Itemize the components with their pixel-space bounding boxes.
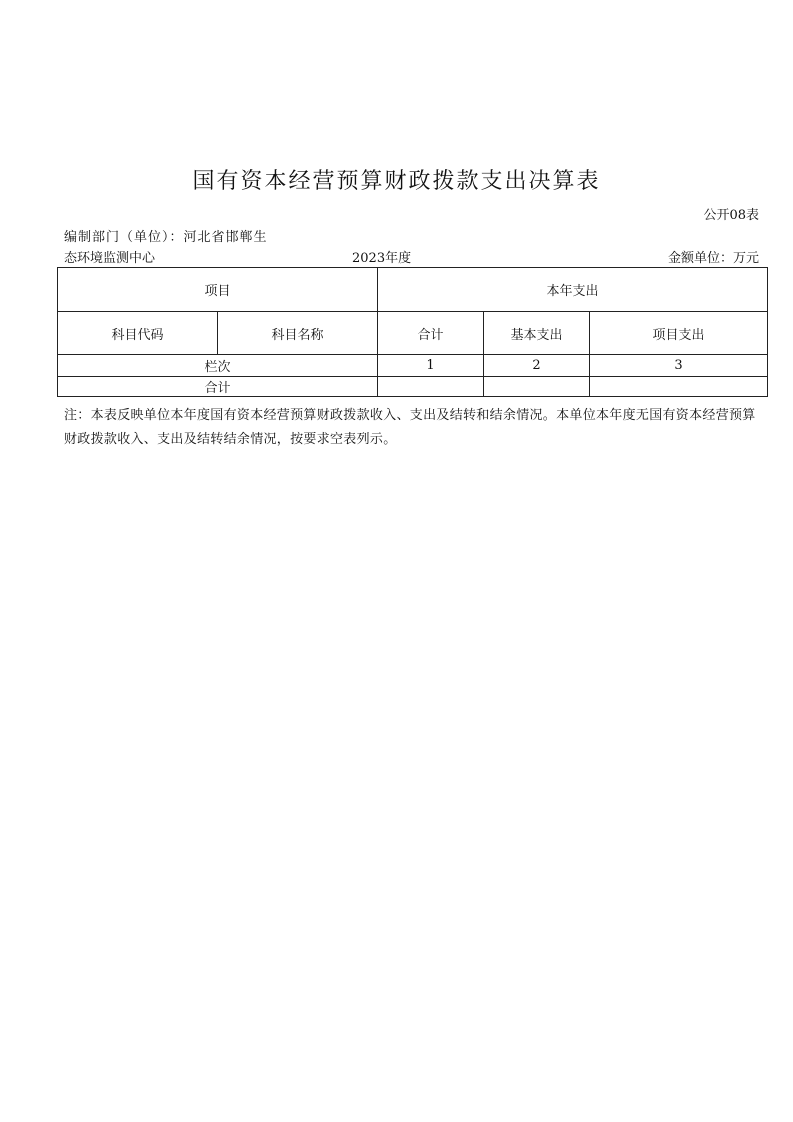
total-value: [378, 377, 484, 397]
col-basic-expenditure: 基本支出: [484, 312, 590, 355]
footnote: 注：本表反映单位本年度国有资本经营预算财政拨款收入、支出及结转和结余情况。本单位本年度无国有资本经营预算财政拨款收入、支出及结转结余情况，按要求空表列示。: [64, 408, 756, 447]
header-project: 项目: [58, 268, 378, 312]
fiscal-year: 2023年度: [352, 251, 412, 266]
table-header-row: [58, 268, 768, 312]
table-index-row: [58, 355, 768, 377]
col-project-expenditure: 项目支出: [590, 312, 768, 355]
compiling-unit-line: [64, 226, 268, 245]
index-2: 2: [484, 355, 590, 377]
header-current-year-expenditure: 本年支出: [378, 268, 768, 312]
col-subject-name: 科目名称: [218, 312, 378, 355]
row-total-label: 合计: [58, 377, 378, 397]
index-3: 3: [590, 355, 768, 377]
project-value: [590, 377, 768, 397]
compiling-unit-prefix: 编制部门（单位）：: [64, 230, 184, 245]
basic-value: [484, 377, 590, 397]
form-code: 公开08表: [703, 208, 759, 223]
expenditure-table: [57, 267, 768, 397]
compiling-unit-name-part1: 河北省邯郸生: [183, 230, 268, 245]
col-total: 合计: [378, 312, 484, 355]
table-total-row: [58, 377, 768, 397]
page-title: 国有资本经营预算财政拨款支出决算表: [192, 169, 601, 194]
amount-unit: 金额单位：万元: [667, 251, 759, 266]
compiling-unit-name-part2: 态环境监测中心: [64, 251, 156, 266]
row-index-label: 栏次: [58, 355, 378, 377]
col-subject-code: 科目代码: [58, 312, 218, 355]
table-subheader-row: [58, 312, 768, 355]
index-1: 1: [378, 355, 484, 377]
